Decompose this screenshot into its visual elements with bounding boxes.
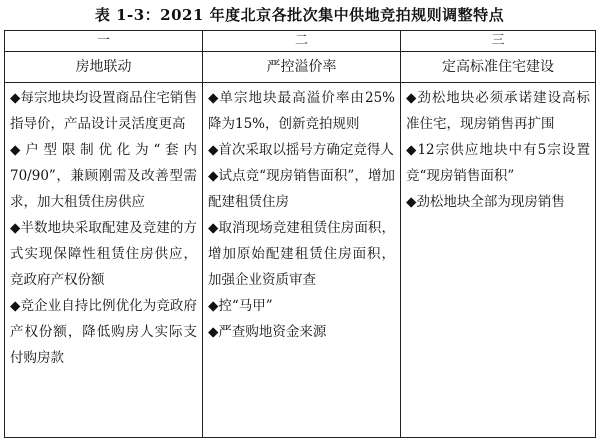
column-number-2: 二 [203, 31, 401, 52]
column-body-2 [203, 83, 401, 438]
list-item: ◆劲松地块全部为现房销售 [406, 194, 565, 210]
column-header-1: 房地联动 [5, 52, 203, 83]
column-number-1: 一 [5, 31, 203, 52]
list-item: ◆严查购地资金来源 [208, 324, 327, 340]
list-item: ◆户型限制优化为“套内70/90”，兼顾刚需及改善型需求，加大租赁住房供应 [10, 142, 197, 210]
list-item: ◆竞企业自持比例优化为竞政府产权份额，降低购房人实际支付购房款 [10, 298, 197, 366]
column-number-row [5, 31, 596, 52]
column-body-3 [401, 83, 596, 438]
list-item: ◆试点竞“现房销售面积”，增加配建租赁住房 [208, 168, 395, 210]
rules-table [4, 30, 596, 438]
list-item: ◆取消现场竞建租赁住房面积，增加原始配建租赁住房面积，加强企业资质审查 [208, 220, 395, 288]
list-item: ◆劲松地块必须承诺建设高标准住宅，现房销售再扩围 [406, 90, 590, 132]
list-item: ◆12宗供应地块中有5宗设置竞“现房销售面积” [406, 142, 590, 184]
list-item: ◆半数地块采取配建及竞建的方式实现保障性租赁住房供应，竞政府产权份额 [10, 220, 197, 288]
table-title: 表 1-3：2021 年度北京各批次集中供地竞拍规则调整特点 [94, 6, 505, 24]
list-item: ◆每宗地块均设置商品住宅销售指导价，产品设计灵活度更高 [10, 90, 197, 132]
list-item: ◆首次采取以摇号方确定竞得人 [208, 142, 394, 158]
column-body-row [5, 83, 596, 438]
column-number-3: 三 [401, 31, 596, 52]
column-header-row [5, 52, 596, 83]
list-item: ◆单宗地块最高溢价率由25%降为15%，创新竞拍规则 [208, 90, 395, 132]
column-header-3: 定高标准住宅建设 [401, 52, 596, 83]
list-item: ◆控“马甲” [208, 298, 273, 314]
column-header-2: 严控溢价率 [203, 52, 401, 83]
column-body-1 [5, 83, 203, 438]
